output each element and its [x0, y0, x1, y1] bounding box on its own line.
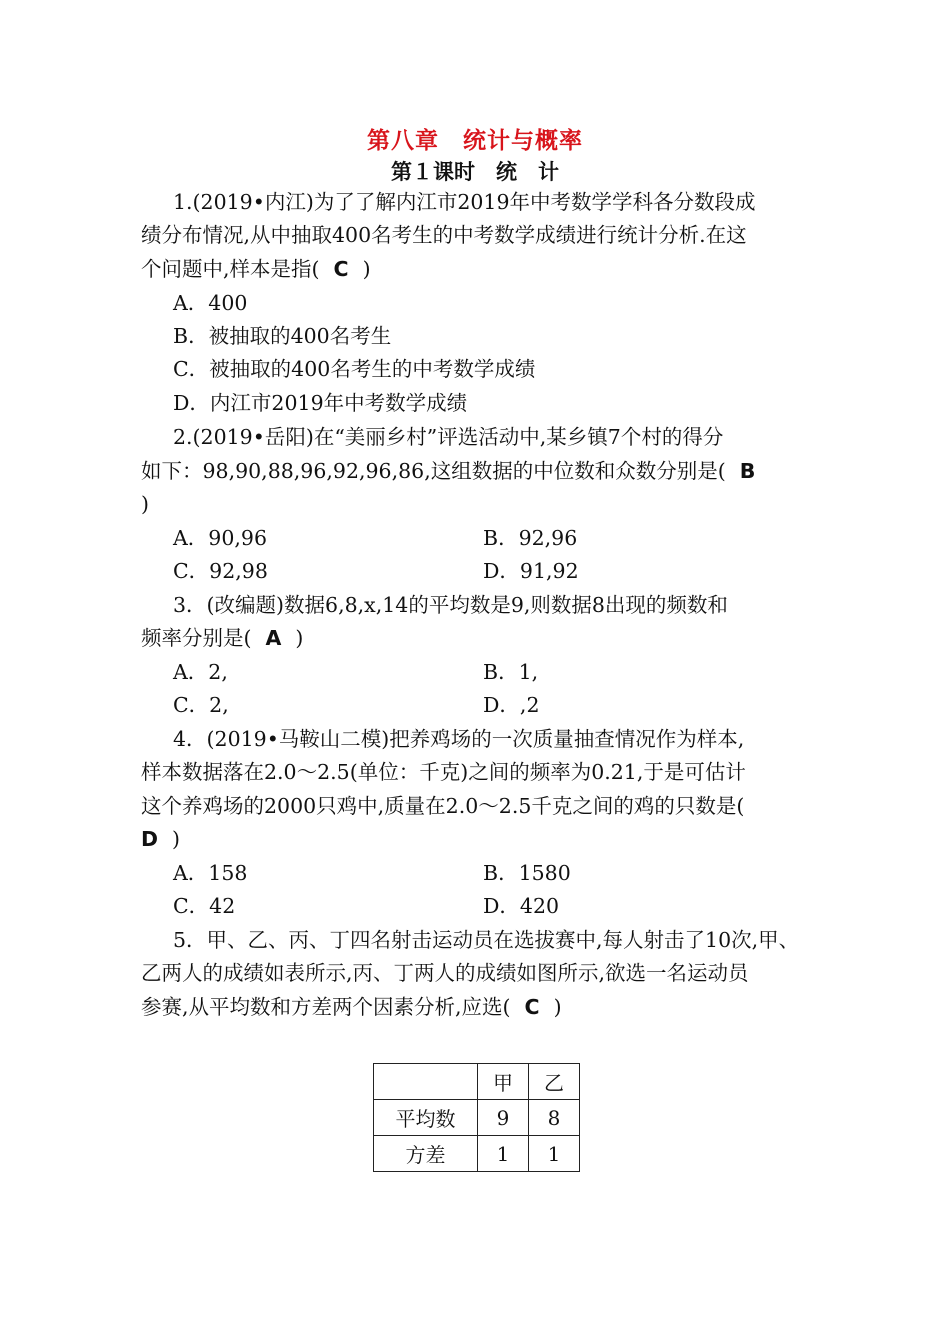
question-5-line-1: 5．甲、乙、丙、丁四名射击运动员在选拔赛中,每人射击了10次,甲、	[173, 928, 800, 952]
question-2-option-a: A．90,96	[173, 526, 267, 550]
table-header-row	[374, 1064, 580, 1100]
answer-3: A	[265, 626, 282, 650]
question-3-option-b: B．1,	[483, 660, 539, 684]
answer-4: D	[141, 827, 159, 851]
question-4-line-3: 这个养鸡场的2000只鸡中,质量在2.0～2.5千克之间的鸡的只数是(	[141, 794, 745, 818]
question-1-option-d: D．内江市2019年中考数学成绩	[173, 391, 468, 415]
question-1-option-c: C．被抽取的400名考生的中考数学成绩	[173, 357, 536, 381]
question-2-line-3: )	[141, 492, 149, 516]
question-5-line-2: 乙两人的成绩如表所示,丙、丁两人的成绩如图所示,欲选一名运动员	[141, 961, 749, 985]
answer-1: C	[333, 257, 349, 281]
table-header-cell: 乙	[529, 1064, 580, 1100]
table-cell: 1	[478, 1136, 529, 1172]
table-header-cell: 甲	[478, 1064, 529, 1100]
question-2-option-b: B．92,96	[483, 526, 578, 550]
table-header-cell	[374, 1064, 478, 1100]
question-4-option-c: C．42	[173, 894, 236, 918]
question-1-line-1: 1.(2019•内江)为了了解内江市2019年中考数学学科各分数段成	[173, 190, 756, 214]
question-2-option-d: D．91,92	[483, 559, 579, 583]
question-1-line-2: 绩分布情况,从中抽取400名考生的中考数学成绩进行统计分析.在这	[141, 223, 747, 247]
question-4-option-d: D．420	[483, 894, 560, 918]
question-3-option-a: A．2,	[173, 660, 228, 684]
question-4-line-1: 4．(2019•马鞍山二模)把养鸡场的一次质量抽查情况作为样本,	[173, 727, 745, 751]
question-2-line-2: 如下：98,90,88,96,92,96,86,这组数据的中位数和众数分别是( B	[141, 456, 769, 486]
answer-5: C	[524, 995, 540, 1019]
question-5-line-3: 参赛,从平均数和方差两个因素分析,应选( C )	[141, 995, 562, 1019]
question-3-option-d: D．,2	[483, 693, 540, 717]
question-1-line-3: 个问题中,样本是指( C )	[141, 257, 371, 281]
table-row-label: 平均数	[374, 1100, 478, 1136]
question-4-line-2: 样本数据落在2.0～2.5(单位：千克)之间的频率为0.21,于是可估计	[141, 760, 746, 784]
lesson-title: 第１课时 统 计	[391, 160, 559, 184]
question-3-line-2: 频率分别是( A )	[141, 626, 304, 650]
table-row	[374, 1136, 580, 1172]
question-1-option-b: B．被抽取的400名考生	[173, 324, 392, 348]
question-2-option-c: C．92,98	[173, 559, 268, 583]
question-4-option-b: B．1580	[483, 861, 571, 885]
score-table	[373, 1063, 580, 1172]
table-row-label: 方差	[374, 1136, 478, 1172]
table-cell: 8	[529, 1100, 580, 1136]
table-row	[374, 1100, 580, 1136]
question-4-option-a: A．158	[173, 861, 248, 885]
question-2-line-1: 2.(2019•岳阳)在“美丽乡村”评选活动中,某乡镇7个村的得分	[173, 425, 724, 449]
answer-2: B	[739, 459, 756, 483]
question-4-line-4: D )	[141, 827, 181, 851]
question-3-line-1: 3．(改编题)数据6,8,x,14的平均数是9,则数据8出现的频数和	[173, 593, 728, 617]
chapter-title: 第八章 统计与概率	[367, 128, 583, 154]
question-1-option-a: A．400	[173, 291, 248, 315]
question-3-option-c: C．2,	[173, 693, 229, 717]
table-cell: 1	[529, 1136, 580, 1172]
table-cell: 9	[478, 1100, 529, 1136]
